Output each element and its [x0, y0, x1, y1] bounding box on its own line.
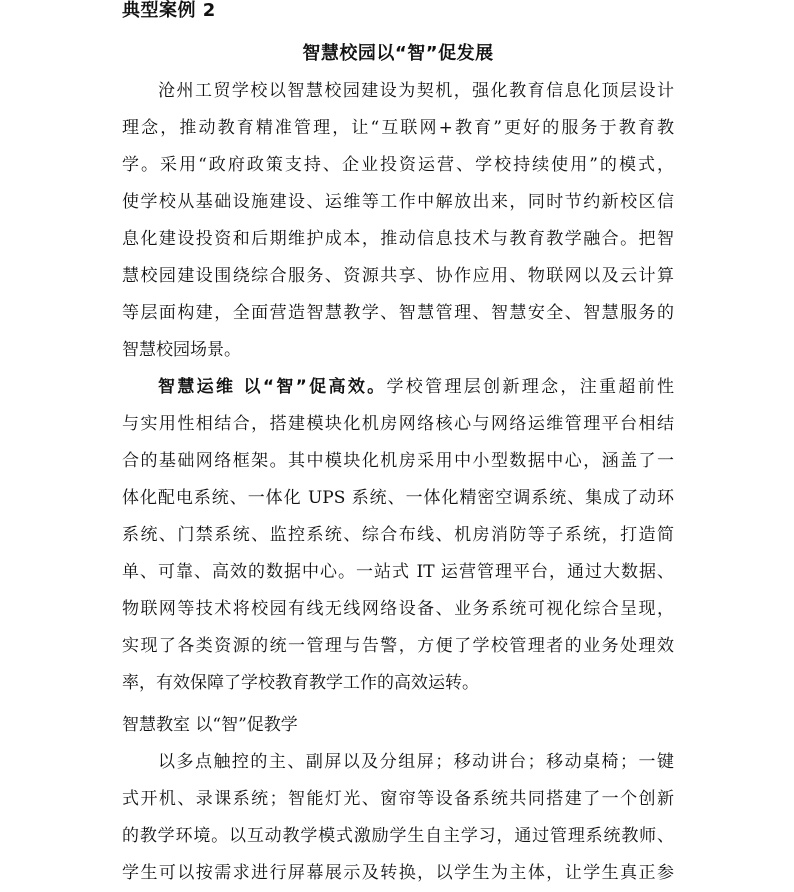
intro-line: 理念，推动教育精准管理，让“互联网+教育”更好的服务于教育教 [122, 118, 674, 138]
classroom-line: 以多点触控的主、副屏以及分组屏；移动讲台；移动桌椅；一键 [158, 752, 674, 772]
ops-line: 合的基础网络框架。其中模块化机房采用中小型数据中心，涵盖了一 [122, 451, 674, 471]
ops-line: 率，有效保障了学校教育教学工作的高效运转。 [122, 673, 479, 693]
ops-lead-heading: 智慧运维 以“智”促高效。 [158, 377, 387, 397]
ops-line: 物联网等技术将校园有线无线网络设备、业务系统可视化综合呈现， [122, 599, 674, 619]
classroom-paragraph [122, 744, 674, 892]
ops-line: 体化配电系统、一体化 UPS 系统、一体化精密空调系统、集成了动环 [122, 488, 674, 508]
intro-line: 智慧校园场景。 [122, 340, 241, 360]
ops-line: 单、可靠、高效的数据中心。一站式 IT 运营管理平台，通过大数据、 [122, 562, 674, 582]
ops-paragraph [122, 369, 674, 702]
intro-line: 慧校园建设围绕综合服务、资源共享、协作应用、物联网以及云计算 [122, 266, 674, 286]
intro-line: 学。采用“政府政策支持、企业投资运营、学校持续使用”的模式， [122, 155, 674, 175]
intro-line: 等层面构建，全面营造智慧教学、智慧管理、智慧安全、智慧服务的 [122, 303, 674, 323]
intro-line: 使学校从基础设施建设、运维等工作中解放出来，同时节约新校区信 [122, 192, 674, 212]
ops-first-line-text: 学校管理层创新理念，注重超前性 [386, 377, 674, 397]
classroom-heading: 智慧教室 以“智”促教学 [122, 715, 298, 735]
classroom-line: 学生可以按需求进行屏幕展示及转换，以学生为主体，让学生真正参 [122, 863, 674, 883]
ops-line: 实现了各类资源的统一管理与告警，方便了学校管理者的业务处理效 [122, 636, 674, 656]
ops-first-line [122, 369, 674, 406]
ops-line: 与实用性相结合，搭建模块化机房网络核心与网络运维管理平台相结 [122, 414, 674, 434]
classroom-line: 的教学环境。以互动教学模式激励学生自主学习，通过管理系统教师、 [122, 826, 674, 846]
case-label: 典型案例 2 [122, 0, 216, 21]
intro-paragraph [122, 73, 674, 369]
intro-line: 沧州工贸学校以智慧校园建设为契机，强化教育信息化顶层设计 [158, 81, 674, 101]
intro-line: 息化建设投资和后期维护成本，推动信息技术与教育教学融合。把智 [122, 229, 674, 249]
document-title: 智慧校园以“智”促发展 [302, 43, 494, 64]
classroom-line: 式开机、录课系统；智能灯光、窗帘等设备系统共同搭建了一个创新 [122, 789, 674, 809]
ops-line: 系统、门禁系统、监控系统、综合布线、机房消防等子系统，打造简 [122, 525, 674, 545]
